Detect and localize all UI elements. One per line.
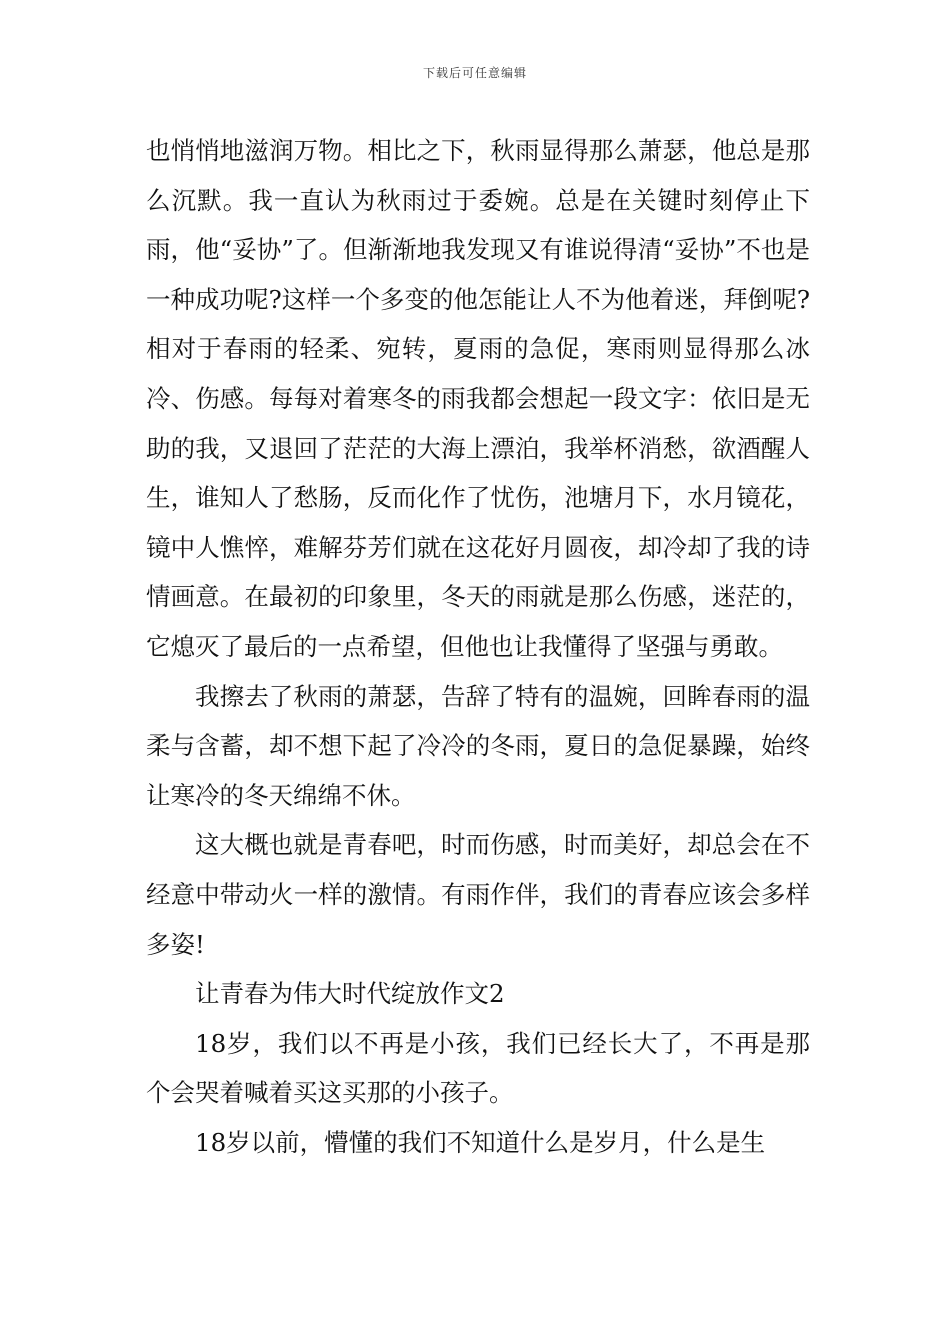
paragraph-5: 18岁以前，懵懂的我们不知道什么是岁月，什么是生 — [195, 1127, 766, 1157]
page-header: 下载后可任意编辑 — [422, 66, 527, 80]
paragraph-2: 我擦去了秋雨的萧瑟，告辞了特有的温婉，回眸春雨的温柔与含蓄，却不想下起了冷冷的冬雨，夏日的急促暴躁，始终让寒冷的冬天绵绵不休。 — [146, 681, 810, 810]
paragraph-3: 这大概也就是青春吧，时而伤感，时而美好，却总会在不经意中带动火一样的激情。有雨作伴，我们的青春应该会多样多姿! — [146, 830, 810, 959]
essay-title: 让青春为伟大时代绽放作文2 — [195, 979, 505, 1009]
paragraph-4: 18岁，我们以不再是小孩，我们已经长大了，不再是那个会哭着喊着买这买那的小孩子。 — [146, 1028, 810, 1108]
paragraph-1: 也悄悄地滋润万物。相比之下，秋雨显得那么萧瑟，他总是那么沉默。我一直认为秋雨过于委婉。总是在关键时刻停止下雨，他“妥协”了。但渐渐地我发现又有谁说得清“妥协”不也是一种成功呢?这样一个多变的他怎能让人不为他着迷，拜倒呢?相对于春雨的轻柔、宛转，夏雨的急促，寒雨则显得那么冰冷、伤感。每每对着寒冬的雨我都会想起一段文字：依旧是无助的我，又退回了茫茫的大海上漂泊，我举杯消愁，欲酒醒人生，谁知人了愁肠，反而化作了忧伤，池塘月下，水月镜花，镜中人憔悴，难解芬芳们就在这花好月圆夜，却冷却了我的诗情画意。在最初的印象里，冬天的雨就是那么伤感，迷茫的，它熄灭了最后的一点希望，但他也让我懂得了坚强与勇敢。 — [146, 136, 810, 661]
document-body — [146, 126, 810, 1167]
